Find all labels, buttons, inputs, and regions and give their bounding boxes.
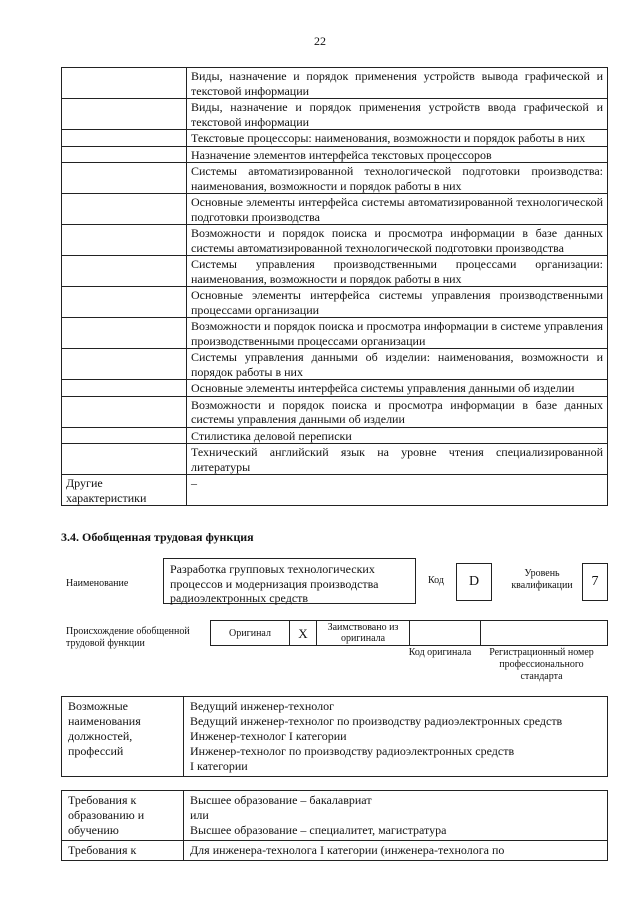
row-label: Другие характеристики <box>62 475 187 506</box>
row-label <box>62 318 187 349</box>
table-row <box>62 163 608 194</box>
list-item: Высшее образование – специалитет, магистратура <box>190 823 447 837</box>
original-label: Оригинал <box>211 621 290 646</box>
row-text: Системы управления данными об изделии: наименования, возможности и порядок работы в них <box>187 349 608 380</box>
table-row <box>62 380 608 397</box>
row-text: Виды, назначение и порядок применения устройств вывода графической и текстовой информации <box>187 68 608 99</box>
table-row <box>62 427 608 444</box>
row-text: Основные элементы интерфейса системы управления производственными процессами организации <box>187 287 608 318</box>
origin-code-label: Код оригинала <box>408 647 472 658</box>
row-text: Назначение элементов интерфейса текстовых процессоров <box>187 146 608 163</box>
row-text: Возможности и порядок поиска и просмотра информации в базе данных системы управления данными об изделии <box>187 396 608 427</box>
origin-code-cell <box>410 621 481 646</box>
row-label <box>62 130 187 147</box>
table-row <box>62 130 608 147</box>
table-row <box>62 396 608 427</box>
positions-label: Возможные наименования должностей, профессий <box>62 697 184 777</box>
table-row <box>62 318 608 349</box>
row-label <box>62 146 187 163</box>
code-value-box: D <box>456 563 492 601</box>
row-label <box>62 99 187 130</box>
origin-table <box>210 620 608 646</box>
origin-label: Происхождение обобщенной трудовой функции <box>66 626 190 649</box>
table-row <box>62 68 608 99</box>
positions-table <box>61 696 608 777</box>
list-item: Инженер-технолог I категории <box>190 729 347 743</box>
row-label <box>62 427 187 444</box>
table-row <box>62 349 608 380</box>
section-heading: 3.4. Обобщенная трудовая функция <box>61 530 254 544</box>
requirements-table <box>61 790 608 861</box>
table-row <box>62 287 608 318</box>
row-text: Стилистика деловой переписки <box>187 427 608 444</box>
list-item: Инженер-технолог по производству радиоэлектронных средств <box>190 744 515 758</box>
row-text: Виды, назначение и порядок применения устройств ввода графической и текстовой информации <box>187 99 608 130</box>
reg-number-label: Регистрационный номер профессионального стандарта <box>489 647 594 682</box>
positions-list <box>184 697 608 777</box>
experience-value: Для инженера-технолога I категории (инженера-технолога по <box>184 841 608 861</box>
row-label <box>62 349 187 380</box>
row-text: – <box>187 475 608 506</box>
table-row <box>62 99 608 130</box>
experience-label: Требования к <box>62 841 184 861</box>
list-item: Высшее образование – бакалавриат <box>190 793 372 807</box>
reg-number-cell <box>481 621 608 646</box>
code-label: Код <box>428 575 444 586</box>
row-text: Текстовые процессоры: наименования, возможности и порядок работы в них <box>187 130 608 147</box>
row-label <box>62 194 187 225</box>
row-text: Возможности и порядок поиска и просмотра информации в базе данных системы автоматизированной технологической подготовки производства <box>187 225 608 256</box>
function-name-box: Разработка групповых технологических процессов и модернизация производства радиоэлектронных средств <box>163 558 416 604</box>
qualification-level-box: 7 <box>582 563 608 601</box>
list-item: Ведущий инженер-технолог <box>190 699 334 713</box>
row-label <box>62 225 187 256</box>
row-text: Системы управления производственными процессами организации: наименования, возможности и порядок работы в них <box>187 256 608 287</box>
list-item: или <box>190 808 209 822</box>
row-text: Основные элементы интерфейса системы автоматизированной технологической подготовки производства <box>187 194 608 225</box>
row-label <box>62 163 187 194</box>
page-number: 22 <box>314 34 326 48</box>
name-label: Наименование <box>66 578 129 589</box>
table-row <box>62 194 608 225</box>
row-text: Основные элементы интерфейса системы управления данными об изделии <box>187 380 608 397</box>
table-row <box>62 225 608 256</box>
row-label <box>62 396 187 427</box>
row-text: Возможности и порядок поиска и просмотра информации в системе управления производственными процессами организации <box>187 318 608 349</box>
row-label <box>62 68 187 99</box>
table-row <box>62 256 608 287</box>
row-label <box>62 287 187 318</box>
education-label: Требования к образованию и обучению <box>62 791 184 841</box>
knowledge-table <box>61 67 608 506</box>
original-mark: X <box>290 621 317 646</box>
table-row <box>62 444 608 475</box>
list-item: Ведущий инженер-технолог по производству радиоэлектронных средств <box>190 714 563 728</box>
qualification-level-label: Уровень квалификации <box>511 568 573 591</box>
row-text: Системы автоматизированной технологической подготовки производства: наименования, возможности и порядок работы в них <box>187 163 608 194</box>
education-list <box>184 791 608 841</box>
row-label <box>62 380 187 397</box>
row-label <box>62 444 187 475</box>
list-item: I категории <box>190 759 248 773</box>
row-label <box>62 256 187 287</box>
table-row <box>62 475 608 506</box>
borrowed-label: Заимствовано из оригинала <box>317 621 410 646</box>
table-row <box>62 146 608 163</box>
row-text: Технический английский язык на уровне чтения специализированной литературы <box>187 444 608 475</box>
